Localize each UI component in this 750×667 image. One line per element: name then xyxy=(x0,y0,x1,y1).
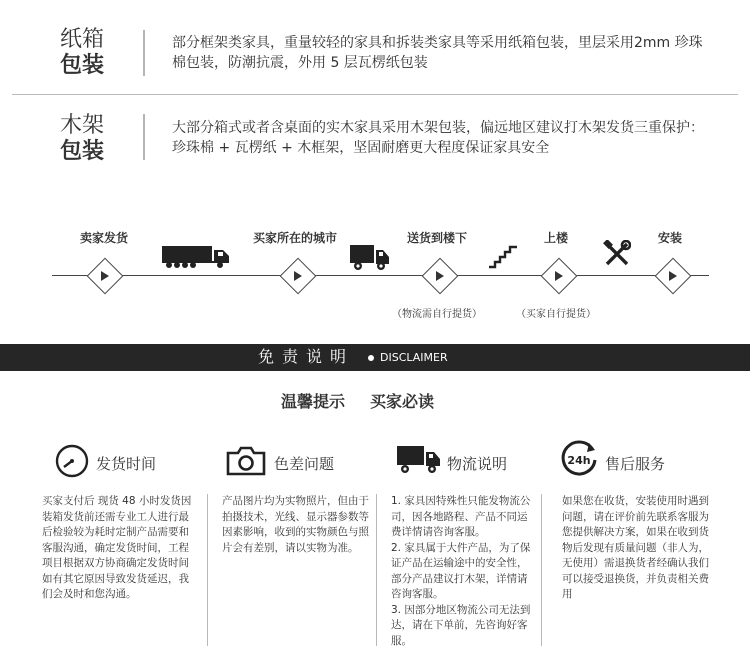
disclaimer-band xyxy=(0,344,750,371)
24h-icon-text: 24h xyxy=(567,454,591,467)
flow-note-logistics: （物流需自行提货） xyxy=(392,309,482,320)
flow-step-buyer-city: 买家所在的城市 xyxy=(252,231,338,245)
flow-note-buyer-pickup: （买家自行提货） xyxy=(516,309,596,320)
play-icon xyxy=(555,271,563,281)
24h-icon xyxy=(559,438,599,478)
column-divider xyxy=(541,494,542,646)
wood-title-line2: 包装 xyxy=(60,139,105,164)
play-icon xyxy=(669,271,677,281)
wood-title-line1: 木架 xyxy=(60,113,105,138)
col-color-title: 色差问题 xyxy=(274,455,335,473)
carton-title-line2: 包装 xyxy=(60,53,105,78)
logistics-item-2: 2. 家具属于大件产品，为了保证产品在运输途中的安全性，部分产品建议打木架，详情请咨询客服。 xyxy=(391,541,531,600)
disclaimer-title-en: DISCLAIMER xyxy=(380,351,448,364)
carton-packing-text: 部分框架类家具，重量较轻的家具和拆装类家具等采用纸箱包装，里层采用2mm 珍珠棉包装，防潮抗震，外用 5 层瓦楞纸包装 xyxy=(172,35,703,71)
play-icon xyxy=(294,271,302,281)
column-divider xyxy=(376,494,377,646)
carton-divider xyxy=(143,30,145,76)
logistics-item-3: 3. 因部分地区物流公司无法到达，请在下单前，先咨询好客服。 xyxy=(391,603,531,647)
clock-icon xyxy=(55,444,89,478)
disclaimer-title-cn: 免责说明 xyxy=(258,347,355,366)
col-color-text: 产品图片均为实物照片，但由于拍摄技术，光线、显示器参数等因素影响，收到的实物颜色与照片会有差别，请以实物为准。 xyxy=(222,495,369,554)
col-ship-time-title: 发货时间 xyxy=(96,455,157,473)
col-after-sales-text: 如果您在收货，安装使用时遇到问题，请在评价前先联系客服为您提供解决方案，如果在收到货物后发现有质量问题（非人为，无使用）需退换货者经确认我们可以接受退换货，并负责相关费用 xyxy=(562,495,709,600)
col-logistics-text xyxy=(391,494,531,649)
col-ship-time-text: 买家支付后 现货 48 小时发货因装箱发货前还需专业工人进行最后检验较为耗时定制产品需要和客服沟通，确定发货时间，工程项目根据双方协商确定发货时间如有其它原因导致发货延迟，我们会及时和您沟通。 xyxy=(42,495,192,600)
flow-step-upstairs: 上楼 xyxy=(543,231,569,245)
notice-title: 温馨提示 xyxy=(281,392,346,411)
flow-step-install: 安装 xyxy=(657,231,683,245)
wood-packing-text: 大部分箱式或者含桌面的实木家具采用木架包装，偏远地区建议打木架发货三重保护：珍珠棉 + 瓦楞纸 + 木框架，坚固耐磨更大程度保证家具安全 xyxy=(172,120,704,156)
truck-icon xyxy=(397,444,441,474)
carton-title-line1: 纸箱 xyxy=(60,27,105,52)
col-after-sales-title: 售后服务 xyxy=(605,455,666,473)
buyer-must-read-title: 买家必读 xyxy=(370,392,435,411)
logistics-item-1: 1. 家具因特殊性只能发物流公司，因各地路程、产品不同运费详情请咨询客服。 xyxy=(391,495,531,538)
truck-large-icon xyxy=(162,246,230,268)
flow-step-seller-ship: 卖家发货 xyxy=(79,231,129,245)
stairs-icon xyxy=(488,245,518,269)
play-icon xyxy=(101,271,109,281)
play-icon xyxy=(436,271,444,281)
wood-divider xyxy=(143,114,145,160)
col-logistics-title: 物流说明 xyxy=(447,455,508,473)
column-divider xyxy=(207,494,208,646)
wood-packing-title xyxy=(60,113,120,165)
truck-small-icon xyxy=(350,243,390,271)
flow-step-deliver-downstairs: 送货到楼下 xyxy=(406,231,468,245)
section-divider xyxy=(12,94,738,95)
camera-icon xyxy=(226,446,266,476)
flow-line xyxy=(52,275,709,276)
tools-icon xyxy=(603,240,631,268)
bullet-dot xyxy=(368,355,374,361)
carton-packing-title xyxy=(60,27,120,79)
